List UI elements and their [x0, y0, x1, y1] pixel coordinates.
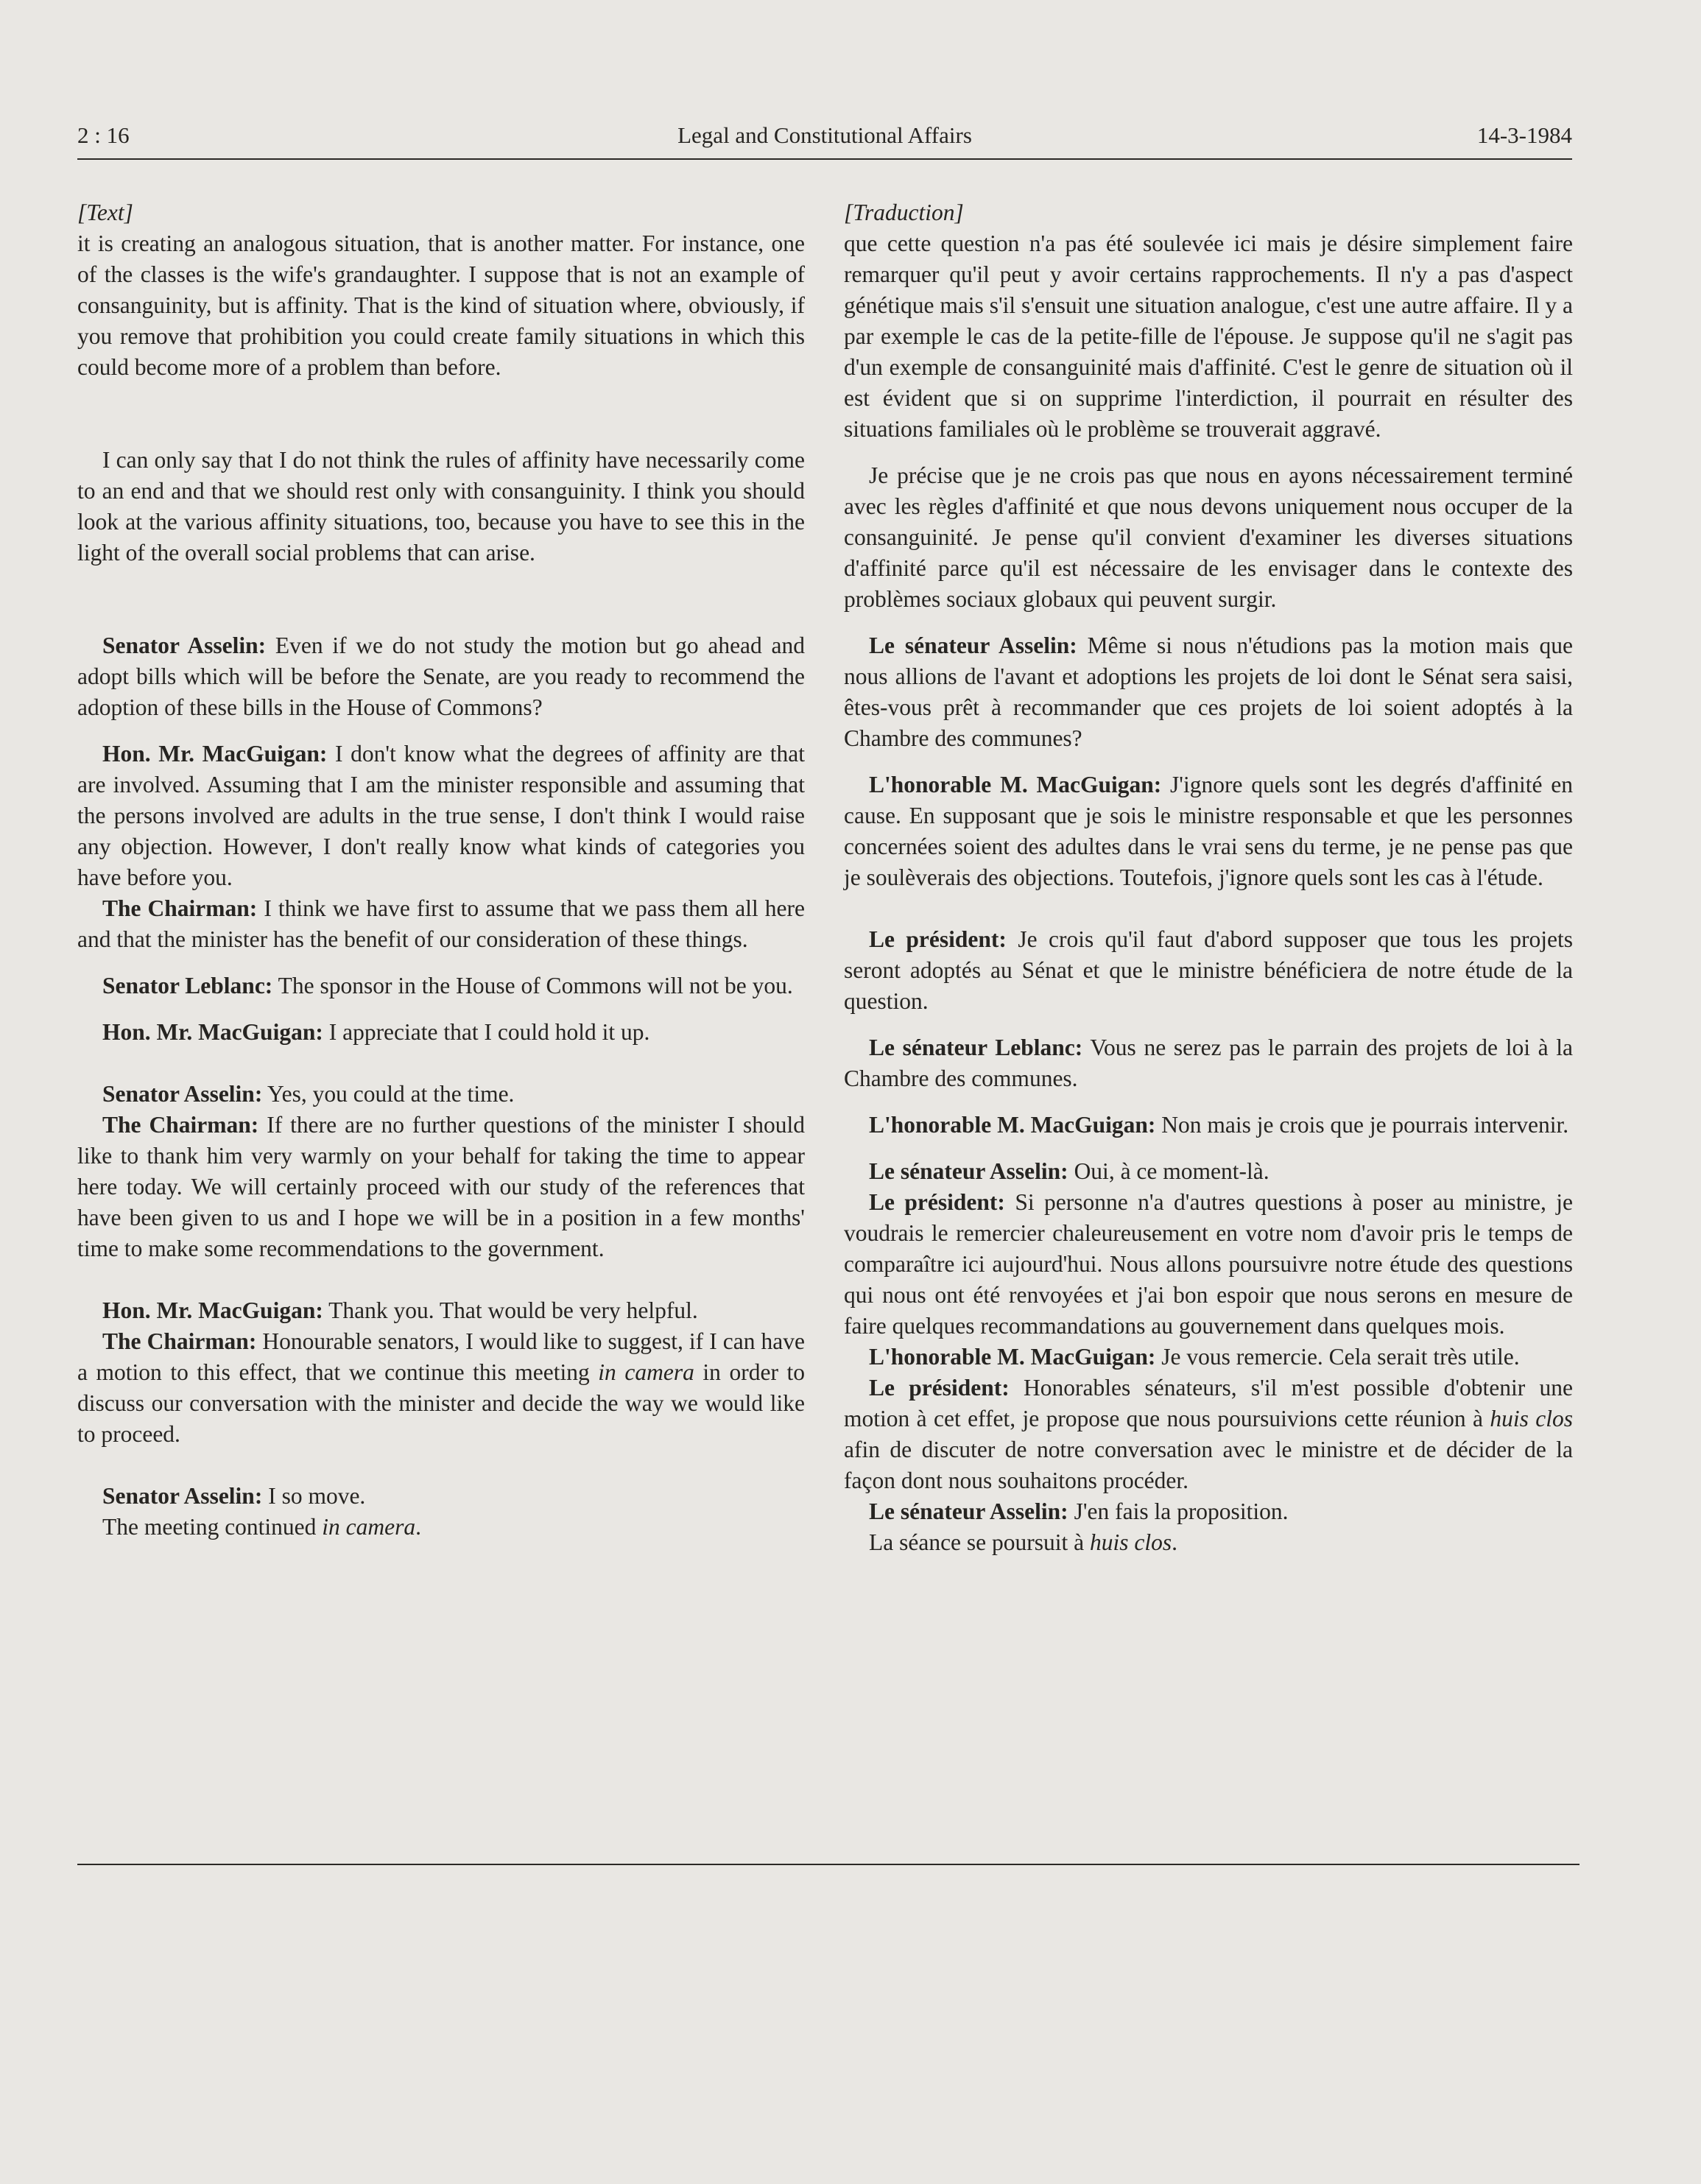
speaker-name: Hon. Mr. MacGuigan: [102, 1297, 323, 1323]
speaker-name: The Chairman: [102, 895, 258, 921]
speaker-name: Senator Leblanc: [102, 973, 273, 998]
speech-paragraph [77, 1481, 805, 1512]
speaker-name: Hon. Mr. MacGuigan: [102, 741, 328, 767]
speech-text: Je vous remercie. Cela serait très utile. [1155, 1344, 1520, 1370]
speaker-name: Le président: [869, 1375, 1010, 1401]
speech-paragraph [844, 630, 1573, 754]
speaker-name: L'honorable M. MacGuigan: [869, 1112, 1156, 1138]
speech-paragraph [844, 924, 1573, 1017]
speech-paragraph [77, 739, 805, 893]
speech-paragraph [77, 1326, 805, 1450]
speech-paragraph [844, 1032, 1573, 1094]
speech-text: afin de discuter de notre conversation avec le ministre et de décider de la façon dont nous souhaitons procéder. [844, 1437, 1573, 1493]
italic-term: huis clos [1490, 1406, 1573, 1431]
paragraph: it is creating an analogous situation, that is another matter. For instance, one of the classes is the wife's grandaughter. I suppose that is not an example of consanguinity, but is affinity. That is the kind of situation where, obviously, if you remove that prohibition you could create family situations in which this could become more of a problem than before. [77, 230, 805, 380]
speaker-name: Le président: [869, 1189, 1005, 1215]
speaker-name: The Chairman: [102, 1328, 257, 1354]
speaker-name: Le sénateur Asselin: [869, 633, 1077, 658]
page-number: 2 : 16 [77, 122, 130, 148]
text-tag: [Text] [77, 200, 133, 225]
speech-text: I think we have first to assume that we pass them all here and that the minister has the benefit of our consideration of these things. [77, 895, 805, 952]
speech-text: Even if we do not study the motion but go ahead and adopt bills which will be before the Senate, are you ready to recommend the adoption of these bills in the House of Commons? [77, 633, 805, 720]
speech-paragraph [844, 1342, 1573, 1373]
speech-paragraph [844, 1496, 1573, 1527]
speech-text: I so move. [262, 1483, 366, 1509]
speech-text: Oui, à ce moment-là. [1068, 1158, 1269, 1184]
closing-note [844, 1527, 1573, 1558]
speech-text: Je crois qu'il faut d'abord supposer que tous les projets seront adoptés au Sénat et que le ministre bénéficiera de notre étude de la question. [844, 926, 1573, 1014]
speech-text: Si personne n'a d'autres questions à poser au ministre, je voudrais le remercier chaleureusement en votre nom d'avoir pris le temps de comparaître ici aujourd'hui. Nous allons poursuivre notre étude des questions qui nous ont été renvoyées et j'ai bon espoir que nous serons en mesure de faire quelques recommandations au gouvernement dans quelques mois. [844, 1189, 1573, 1339]
speech-paragraph [77, 1295, 805, 1326]
italic-term: in camera [598, 1359, 694, 1385]
paragraph: I can only say that I do not think the rules of affinity have necessarily come to an end and that we should rest only with consanguinity. I think you should look at the various affinity situations, too, because you have to see this in the light of the overall social problems that can arise. [77, 447, 805, 566]
speech-text: Même si nous n'étudions pas la motion mais que nous allions de l'avant et adoptions les projets de loi dont le Sénat sera saisi, êtes-vous prêt à recommander que ces projets de loi soient adoptés à la Chambre des communes? [844, 633, 1573, 751]
speech-text: Thank you. That would be very helpful. [323, 1297, 698, 1323]
speech-paragraph [77, 971, 805, 1001]
speaker-name: Le sénateur Leblanc: [869, 1035, 1083, 1060]
speech-paragraph [77, 1110, 805, 1264]
note-text: La séance se poursuit à [869, 1529, 1091, 1555]
speech-text: Vous ne serez pas le parrain des projets de loi à la Chambre des communes. [844, 1035, 1574, 1091]
french-column [844, 197, 1573, 1558]
speech-paragraph [77, 630, 805, 723]
speaker-name: L'honorable M. MacGuigan: [869, 772, 1162, 797]
speech-paragraph [77, 1079, 805, 1110]
speech-text: I appreciate that I could hold it up. [323, 1019, 650, 1045]
speaker-name: Senator Asselin: [102, 633, 267, 658]
speaker-name: Le président: [869, 926, 1007, 952]
speech-text: Non mais je crois que je pourrais intervenir. [1155, 1112, 1569, 1138]
speaker-name: Le sénateur Asselin: [869, 1158, 1068, 1184]
speech-paragraph [844, 769, 1573, 893]
speech-text: If there are no further questions of the minister I should like to thank him very warmly on your behalf for taking the time to appear here today. We will certainly proceed with our study of the references that have been given to us and I hope we will be in a position in a few months' time to make some recommendations to the government. [77, 1112, 805, 1261]
speech-text: J'ignore quels sont les degrés d'affinité en cause. En supposant que je sois le ministre responsable et que les personnes concernées soient des adultes dans le vrai sens du terme, je ne pense pas que je soulèverais des objections. Toutefois, j'ignore quels sont les cas à l'étude. [844, 772, 1573, 890]
italic-term: huis clos [1090, 1529, 1172, 1555]
note-end: . [1172, 1529, 1178, 1555]
header-rule [77, 158, 1572, 160]
speaker-name: Hon. Mr. MacGuigan: [102, 1019, 323, 1045]
speech-paragraph [844, 1110, 1573, 1141]
speaker-name: Le sénateur Asselin: [869, 1498, 1068, 1524]
speech-text: I don't know what the degrees of affinity are that are involved. Assuming that I am the minister responsible and assuming that the persons involved are adults in the true sense, I don't think I would raise any objection. However, I don't really know what kinds of categories you have before you. [77, 741, 805, 890]
footer-rule [77, 1864, 1580, 1865]
header-date: 14-3-1984 [1476, 122, 1572, 148]
speech-text: in order to discuss our conversation with the minister and decide the way we would like to proceed. [77, 1359, 806, 1447]
paragraph: Je précise que je ne crois pas que nous en ayons nécessairement terminé avec les règles d'affinité et que nous devons uniquement nous occuper de la consanguinité. Je pense qu'il convient d'examiner les diverses situations d'affinité parce qu'il est nécessaire de les envisager dans le contexte des problèmes sociaux globaux qui peuvent surgir. [844, 462, 1573, 612]
speaker-name: The Chairman: [102, 1112, 259, 1138]
closing-note [77, 1512, 805, 1543]
speech-text: Honorables sénateurs, s'il m'est possible d'obtenir une motion à cet effet, je propose que nous poursuivions cette réunion à [844, 1375, 1573, 1431]
speech-paragraph [844, 1373, 1573, 1496]
speech-paragraph [77, 893, 805, 955]
note-text: The meeting continued [102, 1514, 323, 1540]
speech-paragraph [77, 1017, 805, 1048]
speaker-name: L'honorable M. MacGuigan: [869, 1344, 1156, 1370]
speech-text: J'en fais la proposition. [1068, 1498, 1289, 1524]
speech-text: The sponsor in the House of Commons will not be you. [272, 973, 793, 998]
speaker-name: Senator Asselin: [102, 1081, 263, 1107]
running-title: Legal and Constitutional Affairs [677, 122, 972, 148]
speech-text: Yes, you could at the time. [262, 1081, 515, 1107]
english-column [77, 197, 805, 1543]
speech-paragraph [844, 1187, 1573, 1342]
translation-tag: [Traduction] [844, 200, 964, 225]
italic-term: in camera [322, 1514, 416, 1540]
speech-text: Honourable senators, I would like to suggest, if I can have a motion to this effect, that we continue this meeting [77, 1328, 805, 1385]
paragraph: que cette question n'a pas été soulevée ici mais je désire simplement faire remarquer qu'il peut y avoir certains rapprochements. Il n'y a pas d'aspect génétique mais s'il s'ensuit une situation analogue, c'est une autre affaire. Il y a par exemple le cas de la petite-fille de l'épouse. Je suppose qu'il ne s'agit pas d'un exemple de consanguinité mais d'affinité. C'est le genre de situation où il est évident que si on supprime l'interdiction, il pourrait en résulter des situations familiales où le problème se trouverait aggravé. [844, 230, 1574, 442]
speaker-name: Senator Asselin: [102, 1483, 263, 1509]
speech-paragraph [844, 1156, 1573, 1187]
page-header [77, 122, 1572, 161]
note-end: . [415, 1514, 422, 1540]
